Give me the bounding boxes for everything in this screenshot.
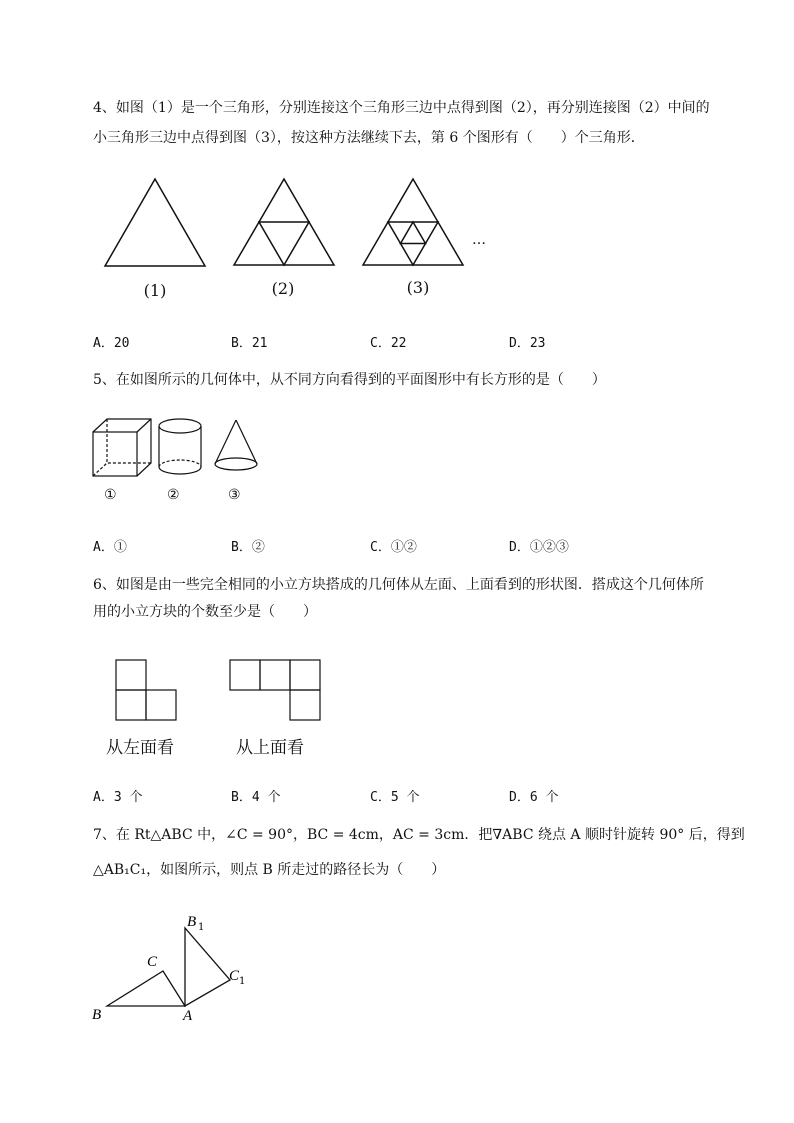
label-c1: C bbox=[229, 968, 240, 984]
q4-option-c[interactable]: C．22 bbox=[370, 336, 407, 351]
q4-figure3-inner bbox=[401, 222, 426, 244]
q5-option-c[interactable]: C．①② bbox=[370, 540, 417, 555]
q4-option-a[interactable]: A．20 bbox=[93, 336, 130, 351]
q5-caption-1: ① bbox=[104, 487, 117, 503]
label-c1-subscript: 1 bbox=[239, 976, 246, 987]
q5-caption-2: ② bbox=[167, 487, 180, 503]
q7-text-line2: △AB₁C₁，如图所示，则点 B 所走过的路径长为（ ） bbox=[93, 862, 446, 878]
cube-shape bbox=[93, 419, 151, 476]
q6-caption-left: 从左面看 bbox=[106, 738, 174, 758]
q6-option-b[interactable]: B．4 个 bbox=[231, 790, 281, 805]
q5-option-a[interactable]: A．① bbox=[93, 540, 127, 555]
triangle-abc bbox=[107, 971, 185, 1006]
left-view-grid bbox=[116, 660, 176, 720]
label-b1: B bbox=[187, 914, 197, 930]
q4-ellipsis: … bbox=[472, 232, 486, 248]
q6-views-figure bbox=[0, 659, 400, 729]
q4-figure2-mid bbox=[259, 222, 309, 265]
q4-option-d[interactable]: D．23 bbox=[509, 336, 546, 351]
label-a: A bbox=[183, 1008, 193, 1024]
q4-caption-3: (3) bbox=[406, 278, 430, 297]
triangle-ab1c1 bbox=[185, 928, 230, 1006]
q4-option-b[interactable]: B．21 bbox=[231, 336, 268, 351]
q4-text-line2: 小三角形三边中点得到图（3），按这种方法继续下去，第 6 个图形有（ ）个三角形． bbox=[93, 130, 645, 146]
q6-caption-top: 从上面看 bbox=[236, 738, 304, 758]
label-c: C bbox=[147, 954, 158, 970]
q5-caption-3: ③ bbox=[228, 487, 241, 503]
label-b: B bbox=[92, 1007, 102, 1023]
q7-text-line1: 7、在 Rt△ABC 中，∠C = 90°，BC = 4cm，AC = 3cm．把∇ABC 绕点 A 顺时针旋转 90° 后，得到 bbox=[93, 827, 745, 843]
q4-caption-1: (1) bbox=[143, 281, 167, 300]
q6-option-d[interactable]: D．6 个 bbox=[509, 790, 559, 805]
q4-triangle-figures bbox=[0, 176, 794, 276]
q6-text-line2: 用的小立方块的个数至少是（ ） bbox=[93, 604, 317, 620]
cone-shape bbox=[215, 420, 257, 470]
q4-text-line1: 4、如图（1）是一个三角形，分别连接这个三角形三边中点得到图（2），再分别连接图（2）中间的 bbox=[93, 100, 710, 116]
q5-option-d[interactable]: D．①②③ bbox=[509, 540, 569, 555]
q5-text: 5、在如图所示的几何体中，从不同方向看得到的平面图形中有长方形的是（ ） bbox=[93, 372, 606, 388]
q5-option-b[interactable]: B．② bbox=[231, 540, 265, 555]
top-view-grid bbox=[230, 660, 320, 720]
q7-rotation-figure bbox=[0, 908, 300, 1038]
q5-solids-figure bbox=[0, 418, 300, 488]
q6-text-line1: 6、如图是由一些完全相同的小立方块搭成的几何体从左面、上面看到的形状图．搭成这个几何体所 bbox=[93, 577, 704, 593]
cylinder-shape bbox=[159, 419, 201, 474]
q6-option-a[interactable]: A．3 个 bbox=[93, 790, 143, 805]
q4-figure1-triangle bbox=[105, 179, 205, 266]
q4-caption-2: (2) bbox=[271, 279, 295, 298]
label-b1-subscript: 1 bbox=[198, 922, 205, 933]
q6-option-c[interactable]: C．5 个 bbox=[370, 790, 420, 805]
